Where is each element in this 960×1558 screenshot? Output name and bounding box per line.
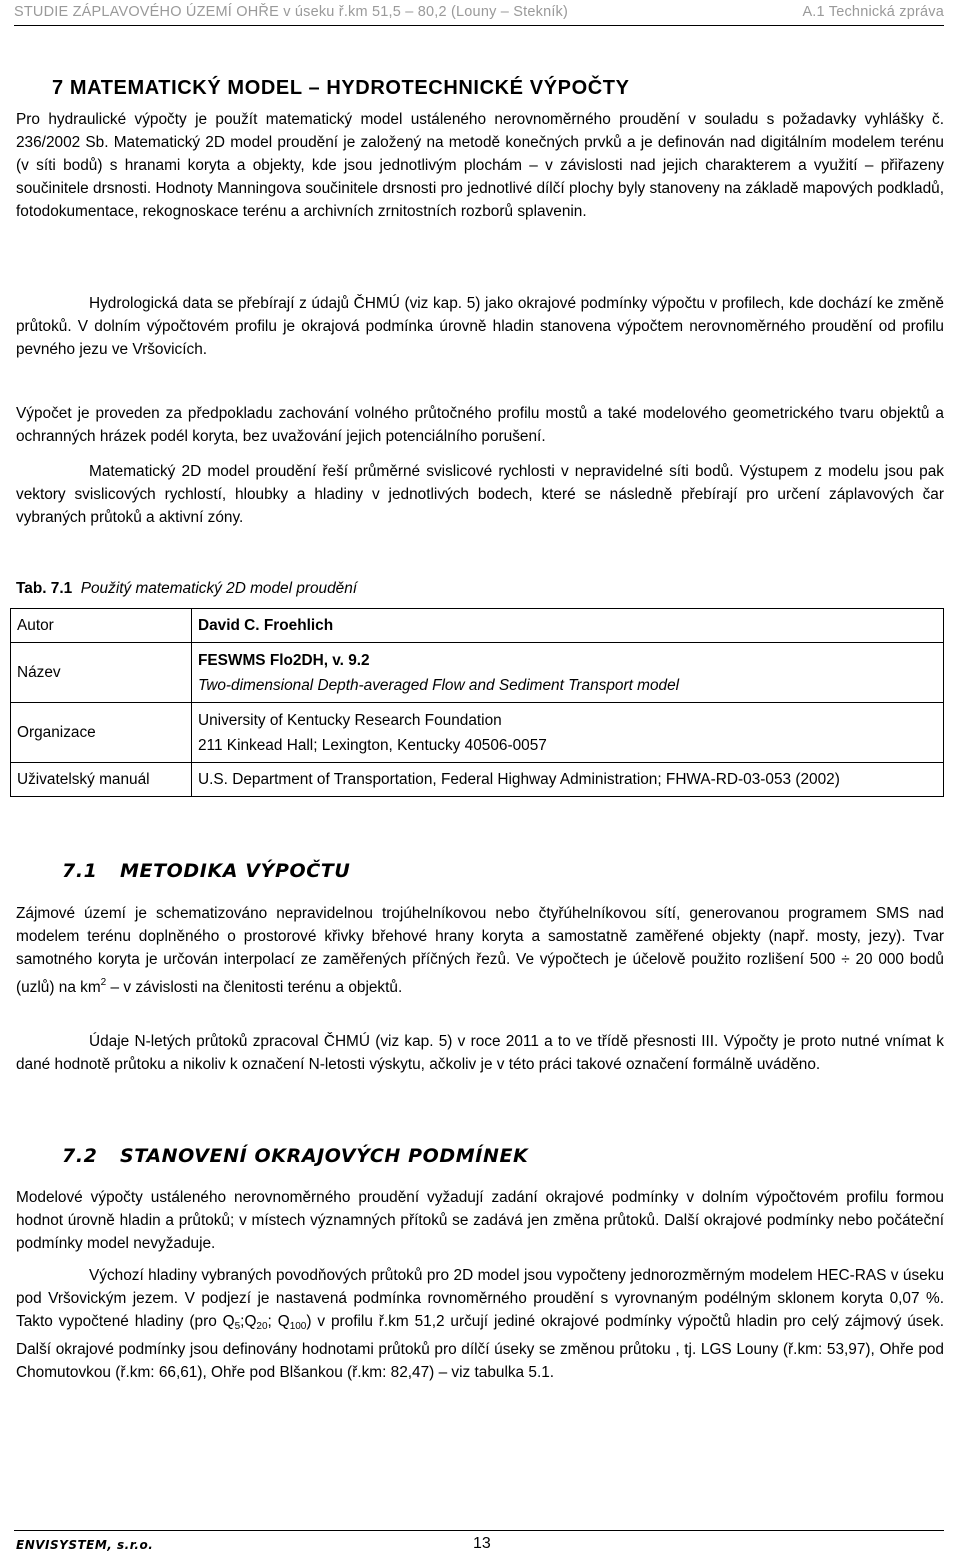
header-title: STUDIE ZÁPLAVOVÉHO ÚZEMÍ OHŘE v úseku ř.km 51,5 – 80,2 (Louny – Stekník): [14, 4, 569, 20]
table-value-line: FESWMS Flo2DH, v. 9.2: [198, 651, 370, 669]
table-caption: [16, 580, 357, 598]
section-7-2-heading: [62, 1145, 528, 1167]
table-key: Organizace: [11, 703, 192, 763]
section-number: 7.2: [62, 1145, 98, 1167]
table-value: [192, 763, 944, 797]
text-run: – v závislosti na členitosti terénu a objektů.: [106, 979, 403, 996]
chapter-heading: 7 MATEMATICKÝ MODEL – HYDROTECHNICKÉ VÝPOČTY: [52, 77, 630, 99]
intro-paragraph-2: Hydrologická data se přebírají z údajů ČHMÚ (viz kap. 5) jako okrajové podmínky výpočtu v profilech, kde dochází ke změně průtoků. V dolním výpočtovém profilu je okrajová podmínka úrovně hladin stanovena výpočtem nerovnoměrného proudění od profilu pevného jezu ve Vršovicích.: [16, 295, 944, 358]
running-header: [14, 3, 944, 26]
text-run: Zájmové území je schematizováno nepravidelnou trojúhelníkovou nebo čtyřúhelníkovou sítí, generovanou programem SMS nad modelem terénu doplněného o prostorové křivky břehové hrany koryta a samostatně zaměřené objekty (např. mosty, jezy). Tvar samotného koryta je určován interpolací ze zaměřených příčných řezů. Ve výpočtech je účelově použito rozlišení 500 ÷ 20 000 bodů (uzlů) na km: [16, 905, 944, 996]
table-value-line: Two-dimensional Depth-averaged Flow and Sediment Transport model: [198, 676, 680, 694]
section-title: METODIKA VÝPOČTU: [120, 860, 351, 882]
header-section: A.1 Technická zpráva: [802, 4, 944, 20]
table-value: [192, 703, 944, 763]
table-value-line: David C. Froehlich: [198, 617, 334, 634]
footer-company: ENVISYSTEM, s.r.o.: [16, 1538, 154, 1552]
text-run: ;Q: [240, 1313, 257, 1330]
table-value: [192, 609, 944, 643]
model-info-table: [10, 608, 944, 797]
footer-divider: [14, 1530, 944, 1531]
table-key: Uživatelský manuál: [11, 763, 192, 797]
table-caption-text: Použitý matematický 2D model proudění: [80, 580, 358, 597]
table-row: [11, 703, 944, 763]
table-row: [11, 763, 944, 797]
section-7-1-paragraph-2: Údaje N-letých průtoků zpracoval ČHMÚ (viz kap. 5) v roce 2011 a to ve třídě přesnosti III. Výpočty je proto nutné vnímat k dané hodnotě průtoku a nikoliv k označení N-letosti výskytu, ačkoliv je v této práci takové označení formálně uváděno.: [16, 1033, 944, 1073]
table-key: Název: [11, 643, 192, 703]
subscript: 5: [234, 1321, 241, 1332]
table-key: Autor: [11, 609, 192, 643]
intro-paragraph-3: Výpočet je proveden za předpokladu zachování volného průtočného profilu mostů a také modelového geometrického tvaru objektů a ochranných hrázek podél koryta, bez uvažování jejich potenciálního porušení.: [16, 405, 944, 445]
table-row: [11, 643, 944, 703]
section-7-1-paragraph-1: [16, 902, 944, 999]
table-value-line: U.S. Department of Transportation, Federal Highway Administration; FHWA-RD-03-053 (2002): [198, 771, 840, 788]
table-row: [11, 609, 944, 643]
intro-paragraph-4: Matematický 2D model proudění řeší průměrné svislicové rychlosti v nepravidelné síti bodů. Výstupem z modelu jsou pak vektory svislicových rychlostí, hloubky a hladiny v jednotlivých bodech, které se následně přebírají pro určení záplavových čar vybraných průtoků a aktivní zóny.: [16, 463, 944, 526]
section-7-2-paragraph-2: [16, 1264, 944, 1384]
section-number: 7.1: [62, 860, 98, 882]
table-value-line: University of Kentucky Research Foundation: [198, 711, 502, 729]
text-run: Výchozí hladiny vybraných povodňových průtoků pro 2D model jsou vypočteny jednorozměrným modelem HEC-RAS v úseku pod Vršovickým jezem. V podjezí je nastavená podmínka rovnoměrného proudění s vyrovnaným podélným sklonem koryta 0,07 %. Takto vypočtené hladiny (pro Q: [16, 1267, 944, 1330]
section-7-1-heading: [62, 860, 350, 882]
text-run: ) v profilu ř.km 51,2 určují jediné okrajové podmínky výpočtů hladin pro celý zájmový úsek. Další okrajové podmínky jsou definovány hodnotami průtoků pro dílčí úseky se změnou průtoku , tj. LGS Louny (ř.km: 53,97), Ohře pod Chomutovkou (ř.km: 66,61), Ohře pod Blšankou (ř.km: 82,47) – viz tabulka 5.1.: [16, 1313, 944, 1381]
subscript: 20: [256, 1321, 268, 1332]
table-value: [192, 643, 944, 703]
text-run: ; Q: [267, 1313, 290, 1330]
superscript: 2: [100, 977, 107, 988]
table-caption-label: Tab. 7.1: [16, 580, 73, 597]
table-value-line: 211 Kinkead Hall; Lexington, Kentucky 40506-0057: [198, 736, 547, 754]
section-7-2-paragraph-1: Modelové výpočty ustáleného nerovnoměrného proudění vyžadují zadání okrajové podmínky v dolním výpočtovém profilu formou hodnot úrovně hladin a průtoků; v místech významných přítoků se zadává jen změna průtoků. Další okrajové podmínky nebo počáteční podmínky model nevyžaduje.: [16, 1189, 944, 1252]
intro-paragraph-1: Pro hydraulické výpočty je použít matematický model ustáleného nerovnoměrného proudění v souladu s požadavky vyhlášky č. 236/2002 Sb. Matematický 2D model proudění je založený na metodě konečných prvků a je definován nad digitálním modelem terénu (v síti bodů) s hranami koryta a objekty, kde jsou jednotlivým plochám – v závislosti nad jejich charakterem a využití – přiřazeny součinitele drsnosti. Hodnoty Manningova součinitele drsnosti pro jednotlivé dílčí plochy byly stanoveny na základě mapových podkladů, fotodokumentace, rekognoskace terénu a archivních zrnitostních rozborů splavenin.: [16, 111, 944, 220]
subscript: 100: [289, 1321, 307, 1332]
page-number: 13: [473, 1535, 491, 1552]
section-title: STANOVENÍ OKRAJOVÝCH PODMÍNEK: [120, 1145, 529, 1167]
